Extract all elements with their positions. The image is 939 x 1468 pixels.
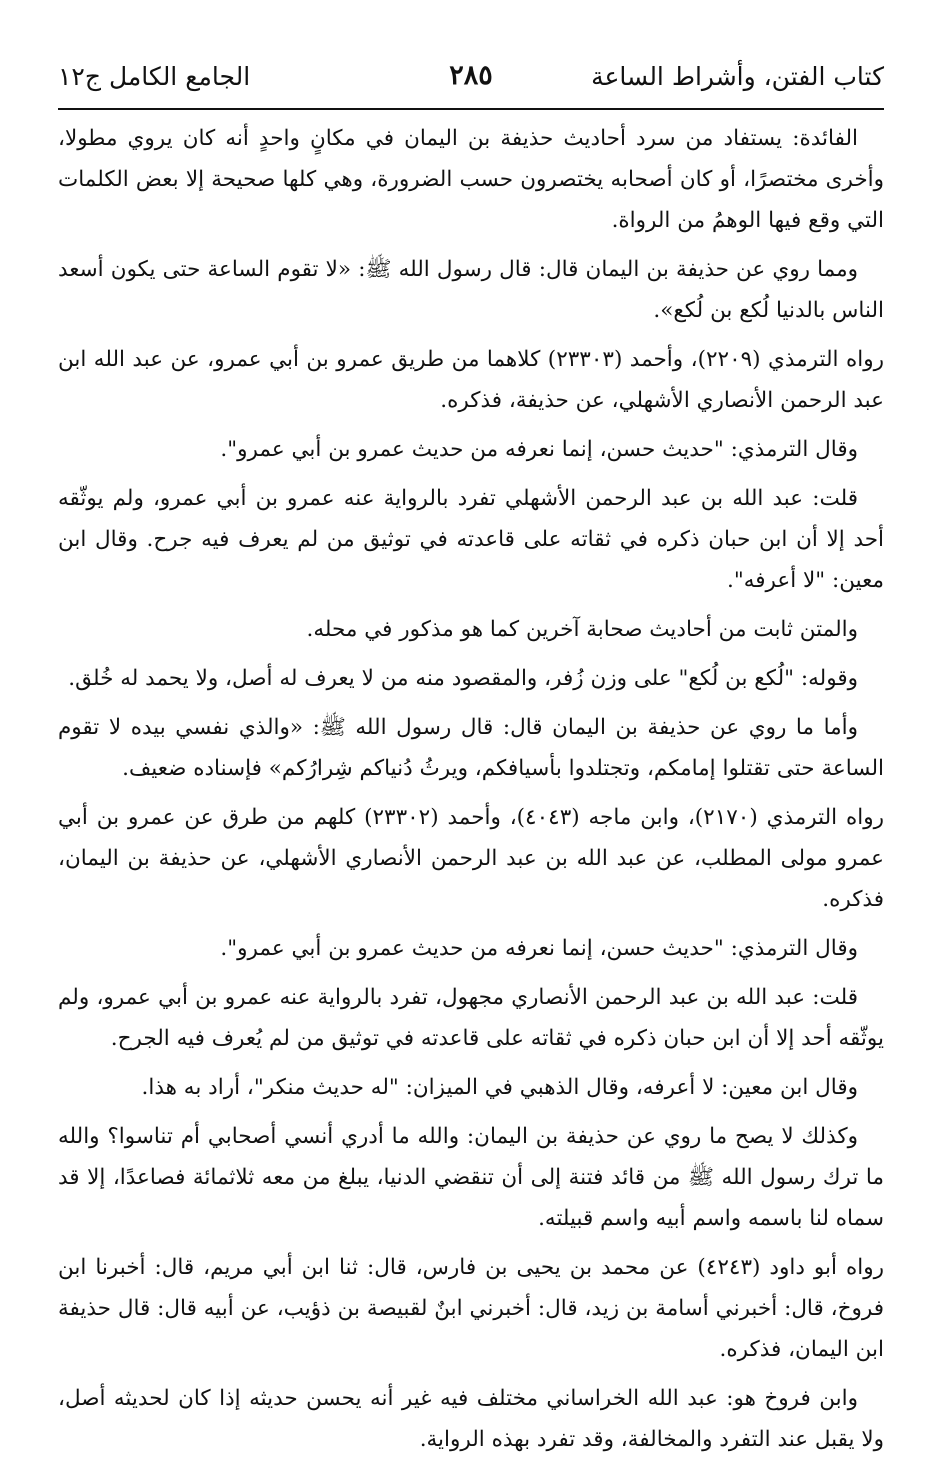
paragraph-takhrij-3: رواه أبو داود (٤٢٤٣) عن محمد بن يحيى بن فارس، قال: ثنا ابن أبي مريم، قال: أخبرنا ابن فروخ، قال: أخبرني أسامة بن زيد، قال: أخبرني ابنٌ لقبيصة بن ذؤيب، عن أبيه قال: قال حذيفة ابن اليمان، فذكره. (58, 1255, 885, 1362)
paragraph-tirmidhi-2: وقال الترمذي: "حديث حسن، إنما نعرفه من حديث عمرو بن أبي عمرو". (220, 936, 858, 961)
paragraph-hadith-qaid: وكذلك لا يصح ما روي عن حذيفة بن اليمان: والله ما أدري أنسي أصحابي أم تناسوا؟ والله ما ترك رسول الله ﷺ من قائد فتنة إلى أن تنقضي الدنيا، يبلغ من معه ثلاثمائة فصاعدًا، إلا قد سماه لنا باسمه واسم أبيه واسم قبيلته. (58, 1124, 884, 1231)
paragraph-ibn-maeen: وقال ابن معين: لا أعرفه، وقال الذهبي في الميزان: "له حديث منكر"، أراد به هذا. (141, 1075, 858, 1100)
paragraph-hadith-imam: وأما ما روي عن حذيفة بن اليمان قال: قال رسول الله ﷺ: «والذي نفسي بيده لا تقوم الساعة حتى تقتلوا إمامكم، وتجتلدوا بأسيافكم، ويرثُ دُنياكم شِرارُكم» فإسناده ضعيف. (58, 715, 884, 781)
paragraph-ibn-farrukh: وابن فروخ هو: عبد الله الخراساني مختلف فيه غير أنه يحسن حديثه إذا كان لحديثه أصل، ولا يقبل عند التفرد والمخالفة، وقد تفرد بهذه الرواية. (58, 1386, 884, 1452)
paragraph-lukaa-meaning: وقوله: "لُكع بن لُكع" على وزن زُفر، والمقصود منه من لا يعرف له أصل، ولا يحمد له خُلق. (68, 666, 858, 691)
header-divider (58, 108, 884, 110)
paragraph-hadith-lukaa: ومما روي عن حذيفة بن اليمان قال: قال رسول الله ﷺ: «لا تقوم الساعة حتى يكون أسعد الناس بالدنيا لُكع بن لُكع». (58, 257, 884, 323)
paragraph-takhrij-1: رواه الترمذي (٢٢٠٩)، وأحمد (٢٣٣٠٣) كلاهما من طريق عمرو بن أبي عمرو، عن عبد الله ابن عبد الرحمن الأنصاري الأشهلي، عن حذيفة، فذكره. (58, 347, 885, 413)
chapter-title: كتاب الفتن، وأشراط الساعة (591, 62, 884, 91)
page-body (58, 118, 884, 1468)
page-number: ٢٨٥ (449, 60, 493, 91)
book-title: الجامع الكامل ج١٢ (58, 62, 251, 91)
page-header (58, 52, 884, 110)
paragraph-takhrij-2: رواه الترمذي (٢١٧٠)، وابن ماجه (٤٠٤٣)، وأحمد (٢٣٣٠٢) كلهم من طرق عن عمرو بن أبي عمرو مولى المطلب، عن عبد الله بن عبد الرحمن الأنصاري الأشهلي، عن حذيفة بن اليمان، فذكره. (58, 805, 884, 912)
paragraph-matn-note: والمتن ثابت من أحاديث صحابة آخرين كما هو مذكور في محله. (306, 617, 858, 642)
paragraph-tirmidhi-1: وقال الترمذي: "حديث حسن، إنما نعرفه من حديث عمرو بن أبي عمرو". (220, 437, 858, 462)
paragraph-benefit: الفائدة: يستفاد من سرد أحاديث حذيفة بن اليمان في مكانٍ واحدٍ أنه كان يروي مطولا، وأخرى مختصرًا، أو كان أصحابه يختصرون حسب الضرورة، وهي كلها صحيحة إلا بعض الكلمات التي وقع فيها الوهمُ من الرواة. (58, 126, 884, 233)
paragraph-comment-1: قلت: عبد الله بن عبد الرحمن الأشهلي تفرد بالرواية عنه عمرو بن أبي عمرو، ولم يوثّقه أحد إلا أن ابن حبان ذكره في ثقاته على قاعدته في توثيق من لم يعرف فيه جرح. وقال ابن معين: "لا أعرفه". (58, 486, 884, 593)
paragraph-comment-2: قلت: عبد الله بن عبد الرحمن الأنصاري مجهول، تفرد بالرواية عنه عمرو بن أبي عمرو، ولم يوثّقه أحد إلا أن ابن حبان ذكره في ثقاته على قاعدته في توثيق من لم يُعرف فيه الجرح. (58, 985, 884, 1051)
